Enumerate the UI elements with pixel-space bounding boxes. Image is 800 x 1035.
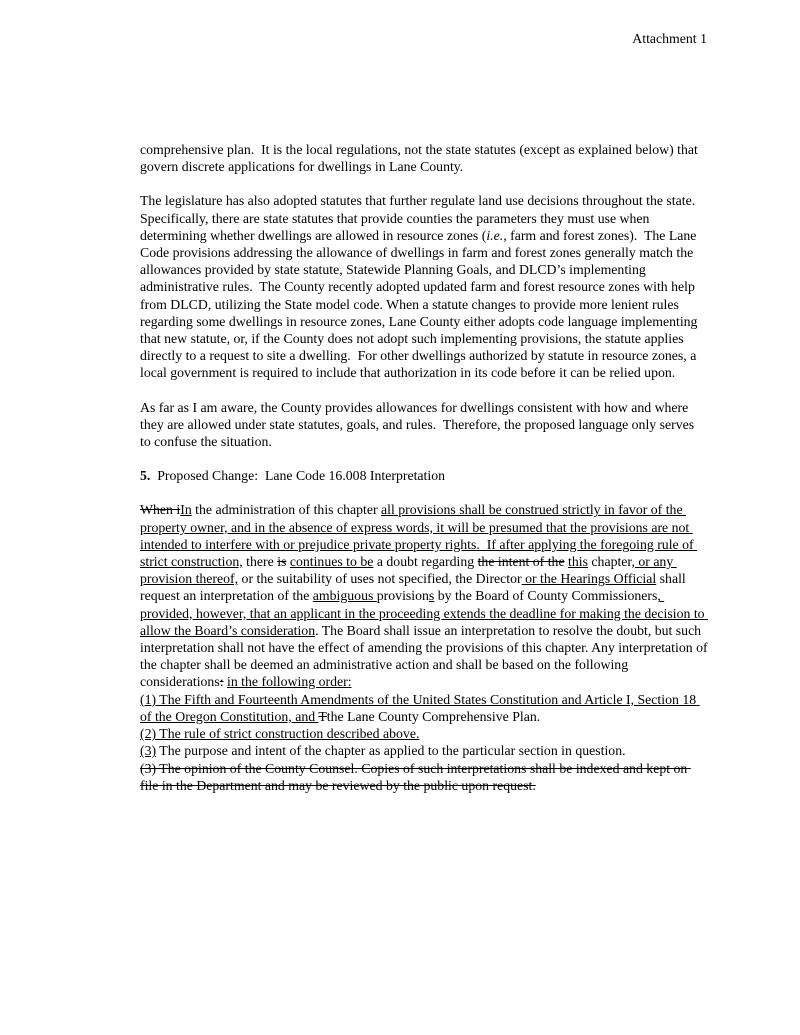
paragraph <box>140 742 708 759</box>
text-run: Proposed Change: Lane Code 16.008 Interpretation <box>150 468 446 484</box>
text-run: farm and forest zones). The Lane Code provisions addressing the allowance of dwellings in farm and forest zones generally match the allowances provided by state statute, Statewide Planning Goals, and DLCD’s implementing administrative rules. The County recently adopted updated farm and forest resource zones with help from DLCD, utilizing the State model code. When a statute changes to provide more lenient rules regarding some dwellings in resource zones, Lane County either adopts code language implementing that new statute, or, if the County does not adopt such implementing provisions, the statute applies directly to a request to site a dwelling. For other dwellings authorized by statute in resource zones, a local government is required to include that authorization in its code before it can be relied upon. <box>140 227 701 381</box>
text-run: T <box>318 708 327 724</box>
paragraph <box>140 725 708 742</box>
paragraph <box>140 467 708 484</box>
text-run: provision <box>376 588 429 604</box>
text-run: by the Board of County Commissioners <box>434 588 658 604</box>
paragraph <box>140 691 708 725</box>
text-run: : <box>219 674 224 690</box>
paragraph <box>140 399 708 451</box>
paragraph <box>140 760 708 794</box>
text-run: s <box>428 588 435 604</box>
text-run: (1) The Fifth and Fourteenth Amendments of the United States Constitution and Article I, Section 18 of the Oregon Constitution, and <box>140 691 700 724</box>
text-run: The legislature has also adopted statutes that further regulate land use decisions throughout the state. Specifically, there are state statutes that provide counties the parameters they must use when determining whether dwellings are allowed in resource zones ( <box>140 193 699 243</box>
paragraph <box>140 501 712 690</box>
text-run: comprehensive plan. It is the local regulations, not the state statutes (except as explained below) that govern discrete applications for dwellings in Lane County. <box>140 142 702 175</box>
text-run: (2) The rule of strict construction described above. <box>140 726 420 742</box>
text-run: . The Board shall issue an interpretation to resolve the doubt, but such interpretation shall not have the effect of amending the provisions of this chapter. Any interpretation of the chapter shall be deemed an administrative action and shall be based on the following considerations <box>140 622 712 690</box>
text-run: shall request an interpretation of the <box>140 571 690 604</box>
text-run: (3) <box>140 743 157 759</box>
text-run: all provisions shall be construed strictly in favor of the property owner, and in the absence of express words, it will be presumed that the provisions are not intended to interfere with or prejudice private property rights. If after applying the foregoing rule of strict construction, <box>140 502 698 570</box>
text-run: there <box>242 554 278 570</box>
attachment-label: Attachment 1 <box>632 31 707 46</box>
paragraph <box>140 192 708 381</box>
document-content <box>140 141 712 794</box>
text-run: ambiguous <box>312 588 377 604</box>
text-run: continues to be <box>289 554 374 570</box>
text-run: this <box>568 554 588 570</box>
text-run: a doubt regarding <box>373 554 478 570</box>
text-run: is <box>277 554 287 570</box>
text-run: , provided, however, that an applicant in the proceeding extends the deadline for making the decision to allow the Board’s consideration <box>140 588 709 638</box>
text-run: As far as I am aware, the County provides allowances for dwellings consistent with how and where they are allowed under state statutes, goals, and rules. Therefore, the proposed language only serves to confuse the situation. <box>140 399 698 450</box>
paragraph <box>140 141 708 175</box>
text-run: (3) The opinion of the County Counsel. Copies of such interpretations shall be indexed and kept on file in the Department and may be reviewed by the public upon request. <box>140 760 691 793</box>
text-run: i.e., <box>486 227 507 243</box>
text-run: The purpose and intent of the chapter as applied to the particular section in question. <box>156 743 626 759</box>
text-run: 5. <box>140 468 151 484</box>
text-run: the intent of the <box>477 554 565 570</box>
text-run: or any provision thereof, <box>140 554 677 587</box>
text-run: the administration of this chapter <box>191 502 382 518</box>
text-run: When i <box>140 502 181 518</box>
text-run: in the following order: <box>227 674 352 690</box>
text-run: chapter, <box>587 554 635 570</box>
text-run: the Lane County Comprehensive Plan. <box>326 708 541 724</box>
text-run: or the suitability of uses not specified, the Director <box>238 571 522 587</box>
text-run: In <box>180 502 192 518</box>
text-run: or the Hearings Official <box>521 571 657 587</box>
